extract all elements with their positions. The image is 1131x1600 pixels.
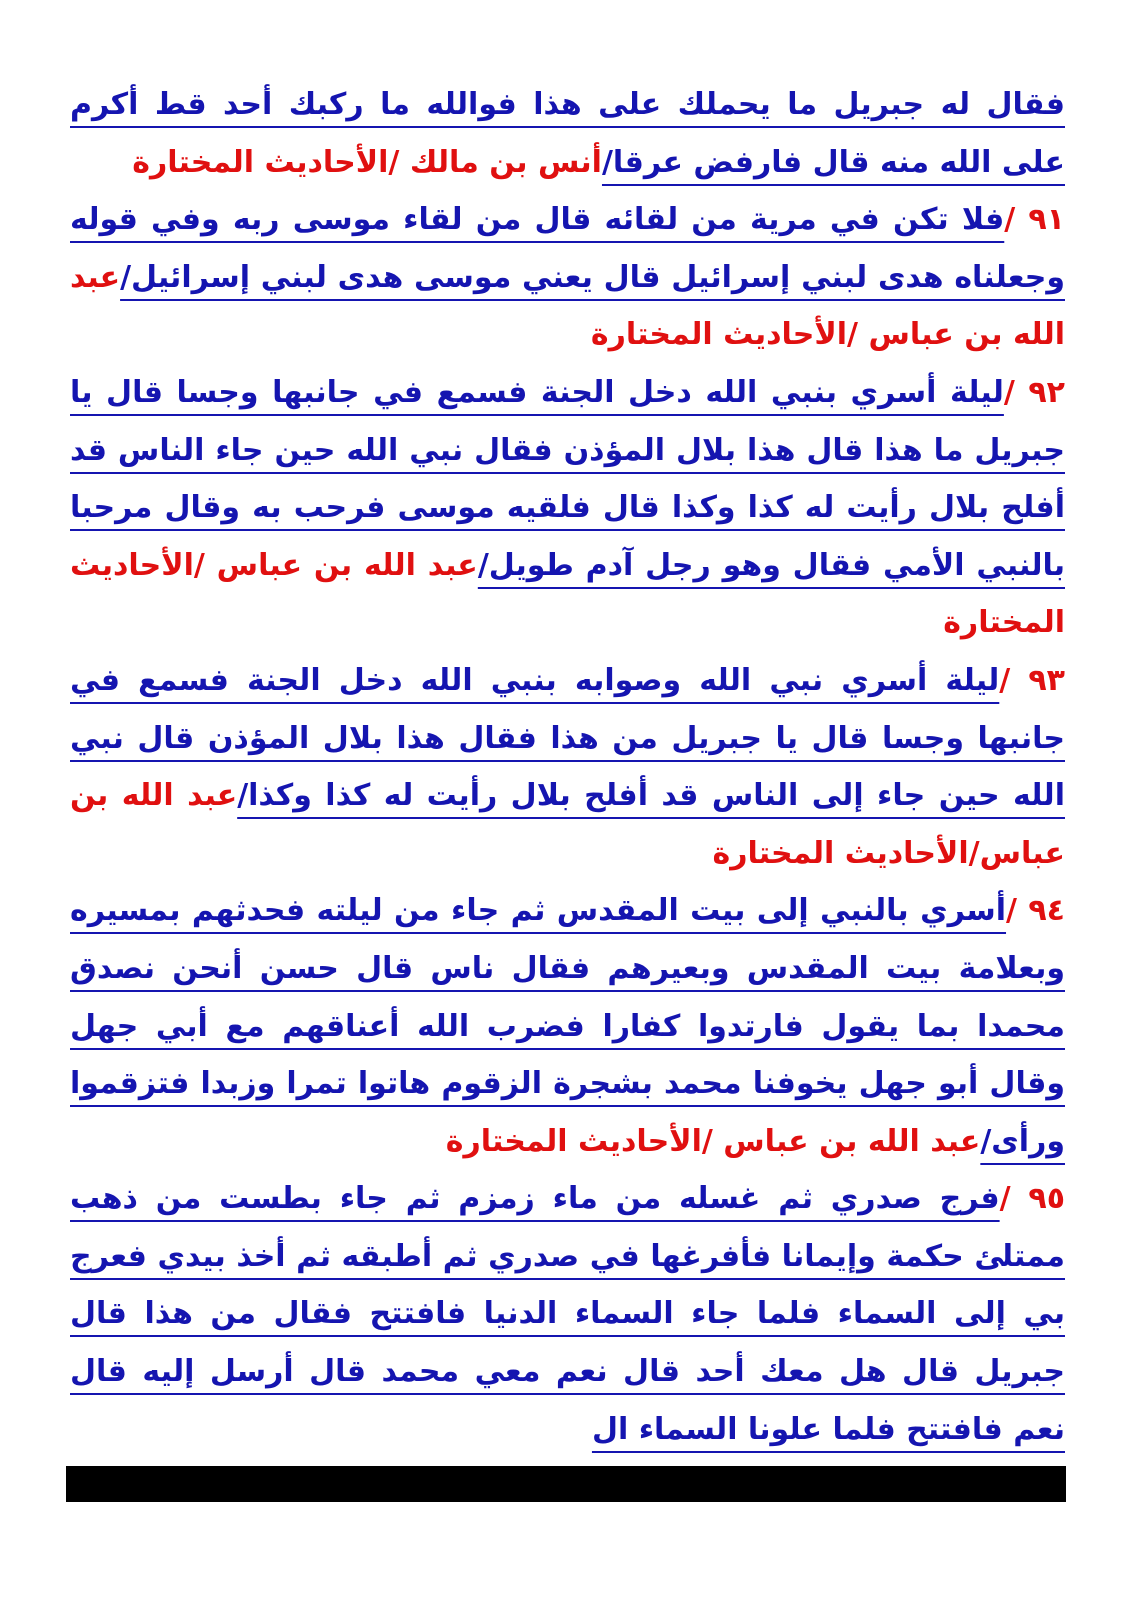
hadith-number: ٩١ /	[1004, 202, 1065, 238]
hadith-entry-continued	[70, 76, 1065, 191]
footer-bar	[66, 1466, 1066, 1502]
hadith-text: أسري بالنبي إلى بيت المقدس ثم جاء من ليلته فحدثهم بمسيره وبعلامة بيت المقدس وبعيرهم فقال ناس قال حسن أنحن نصدق محمدا بما يقول فارتدوا كفارا فضرب الله أعناقهم مع أبي جهل وقال أبو جهل يخوفنا محمد بشجرة الزقوم هاتوا تمرا وزبدا فتزقموا ورأى/	[70, 893, 1065, 1159]
hadith-source: عبد الله بن عباس /الأحاديث المختارة	[70, 547, 1065, 641]
hadith-number: ٩٤ /	[1006, 893, 1065, 929]
hadith-number: ٩٢ /	[1003, 374, 1065, 410]
hadith-source: عبد الله بن عباس/الأحاديث المختارة	[70, 778, 1065, 871]
hadith-text: فرج صدري ثم غسله من ماء زمزم ثم جاء بطست من ذهب ممتلئ حكمة وإيمانا فأفرغها في صدري ثم أطبقه ثم أخذ بيدي فعرج بي إلى السماء فلما جاء السماء الدنيا فافتتح فقال من هذا قال جبريل قال هل معك أحد قال نعم معي محمد قال أرسل إليه قال نعم فافتتح فلما علونا السماء ال	[70, 1181, 1065, 1447]
hadith-entry-92	[70, 364, 1065, 652]
hadith-source: عبد الله بن عباس /الأحاديث المختارة	[70, 259, 1065, 353]
hadith-source: أنس بن مالك /الأحاديث المختارة	[132, 144, 602, 180]
hadith-text: فلا تكن في مرية من لقائه قال من لقاء موسى ربه وفي قوله وجعلناه هدى لبني إسرائيل قال يعني موسى هدى لبني إسرائيل/	[70, 202, 1065, 295]
hadith-entry-94	[70, 882, 1065, 1170]
hadith-text: ليلة أسري بنبي الله دخل الجنة فسمع في جانبها وجسا قال يا جبريل ما هذا قال هذا بلال المؤذن فقال نبي الله حين جاء الناس قد أفلح بلال رأيت له كذا وكذا قال فلقيه موسى فرحب به وقال مرحبا بالنبي الأمي فقال وهو رجل آدم طويل/	[70, 374, 1065, 583]
hadith-entry-95	[70, 1170, 1065, 1458]
hadith-text: فقال له جبريل ما يحملك على هذا فوالله ما ركبك أحد قط أكرم على الله منه قال فارفض عرقا/	[70, 87, 1065, 180]
hadith-source: عبد الله بن عباس /الأحاديث المختارة	[445, 1123, 981, 1159]
hadith-number: ٩٣ /	[999, 662, 1065, 698]
hadith-entry-91	[70, 191, 1065, 364]
hadith-number: ٩٥ /	[999, 1181, 1066, 1217]
hadith-entry-93	[70, 652, 1065, 882]
hadith-list	[70, 76, 1065, 1458]
hadith-text: ليلة أسري نبي الله وصوابه بنبي الله دخل الجنة فسمع في جانبها وجسا قال يا جبريل من هذا فقال هذا بلال المؤذن قال نبي الله حين جاء إلى الناس قد أفلح بلال رأيت له كذا وكذا/	[70, 662, 1065, 814]
